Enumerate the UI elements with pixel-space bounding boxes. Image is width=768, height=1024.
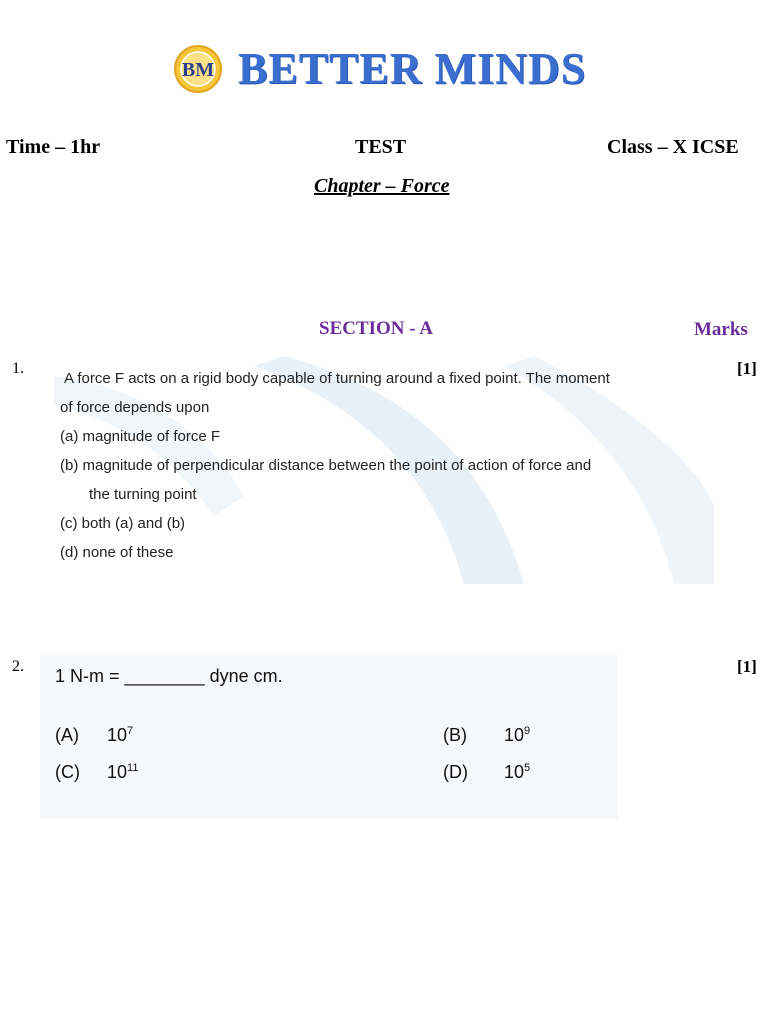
option-a-label: (A) <box>55 725 79 745</box>
option-d-value: $10^5$ <box>504 762 531 782</box>
option-a: (a) magnitude of force F <box>60 428 221 445</box>
option-b-continued: the turning point <box>89 486 197 503</box>
question-2-panel <box>40 655 618 819</box>
option-c-label: (C) <box>55 762 80 782</box>
chapter-title: Chapter – Force <box>314 175 450 197</box>
marks-column-label: Marks <box>694 319 748 340</box>
brand-name: BETTER MINDS <box>238 44 587 93</box>
test-title: TEST <box>355 136 407 158</box>
section-title: SECTION - A <box>319 318 434 339</box>
brand-header <box>172 40 662 100</box>
option-b-value: $10^9$ <box>504 725 531 745</box>
time-limit: Time – 1hr <box>6 136 101 158</box>
option-d: (d) none of these <box>60 544 174 561</box>
option-d <box>443 762 531 783</box>
option-b: (b) magnitude of perpendicular distance between the point of action of force and <box>60 457 592 474</box>
option-a-value: $10^7$ <box>107 725 134 745</box>
question-2-stem <box>55 666 283 687</box>
stem-after: dyne cm. <box>204 666 283 686</box>
better-minds-logo-icon <box>174 45 222 93</box>
option-b-label: (B) <box>443 725 467 745</box>
question-1-number: 1. <box>12 360 24 377</box>
question-1-panel <box>54 356 714 584</box>
question-1-line: A force F acts on a rigid body capable of turning around a fixed point. The moment <box>64 370 610 387</box>
answer-blank: ________ <box>124 666 205 686</box>
stem-before: 1 N-m = <box>55 666 125 686</box>
option-a <box>55 725 134 746</box>
question-1-line: of force depends upon <box>60 399 210 416</box>
question-2-number: 2. <box>12 658 24 675</box>
question-2-marks: [1] <box>737 657 757 676</box>
option-b <box>443 725 531 746</box>
option-c <box>55 762 139 783</box>
question-1-marks: [1] <box>737 359 757 378</box>
option-d-label: (D) <box>443 762 468 782</box>
logo-letters: BM <box>181 59 215 81</box>
option-c: (c) both (a) and (b) <box>60 515 186 532</box>
option-c-value: $10^{11}$ <box>107 762 139 782</box>
class-label: Class – X ICSE <box>607 136 739 158</box>
